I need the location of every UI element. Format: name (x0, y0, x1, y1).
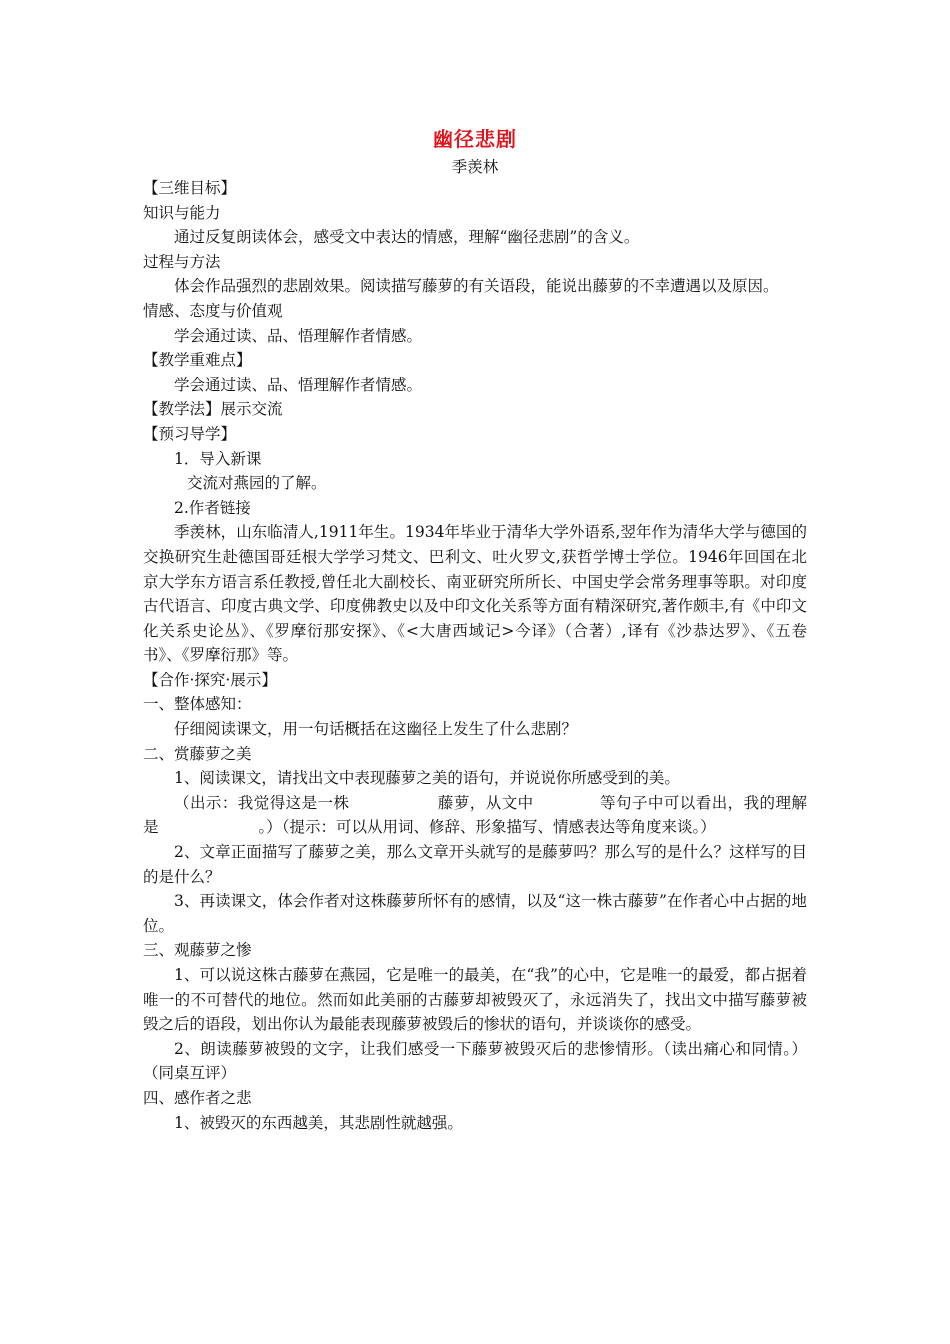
part-heading-3: 三、观藤萝之惨 (143, 941, 252, 960)
subheading-process: 过程与方法 (143, 252, 221, 271)
document-title: 幽径悲剧 (433, 127, 517, 151)
author-bio-paragraph: 季羡林，山东临清人,1911年生。1934年毕业于清华大学外语系,翌年作为清华大学与德国的交换研究生赴德国哥廷根大学学习梵文、巴利文、吐火罗文,获哲学博士学位。1946年回国在北京大学东方语言系任教授,曾任北大副校长、南亚研究所所长、中国史学会常务理事等职。对印度古代语言、印度古典文学、印度佛教史以及中印文化关系等方面有精深研究,著作颇丰,有《中印文化关系史论丛》、《罗摩衍那安探》、《<大唐西域记>今译》（合著）,译有《沙恭达罗》、《五卷书》、《罗摩衍那》等。 (143, 523, 807, 665)
list-item: 1．导入新课 (174, 449, 262, 468)
section-heading-cooperation: 【合作·探究·展示】 (143, 670, 277, 689)
prompt-text: 藤萝，从文中 (437, 793, 534, 812)
question: 2、朗读藤萝被毁的文字，让我们感受一下藤萝被毁灭后的悲惨情形。（读出痛心和同情。）（同桌互评） (143, 1039, 807, 1083)
paragraph: 体会作品强烈的悲剧效果。阅读描写藤萝的有关语段，能说出藤萝的不幸遭遇以及原因。 (174, 277, 779, 296)
paragraph: 学会通过读、品、悟理解作者情感。 (174, 375, 423, 394)
document-body (143, 176, 807, 1135)
question: 2、文章正面描写了藤萝之美，那么文章开头就写的是藤萝吗？那么写的是什么？这样写的目的是什么？ (143, 843, 807, 886)
part-heading-4: 四、感作者之悲 (143, 1088, 252, 1107)
subheading-emotion: 情感、态度与价值观 (143, 301, 283, 320)
section-heading-preview: 【预习导学】 (143, 424, 237, 443)
question: 1、可以说这株古藤萝在燕园，它是唯一的最美，在“我”的心中，它是唯一的最爱，都占据着唯一的不可替代的地位。然而如此美丽的古藤萝却被毁灭了，永远消失了，找出文中描写藤萝被毁之后的语段，划出你认为最能表现藤萝被毁后的惨状的语句，并谈谈你的感受。 (143, 966, 807, 1034)
question: 1、阅读课文，请找出文中表现藤萝之美的语句，并说说你所感受到的美。 (174, 769, 680, 788)
subheading-knowledge: 知识与能力 (143, 203, 221, 222)
fill-in-prompt (143, 791, 807, 840)
prompt-text: 等句子中可以看出，我的理解是 (143, 793, 807, 837)
document-author: 季羡林 (451, 158, 499, 176)
section-heading-goals: 【三维目标】 (143, 179, 237, 197)
part-heading-1: 一、整体感知： (143, 695, 252, 714)
paragraph: 学会通过读、品、悟理解作者情感。 (174, 326, 423, 345)
question: 1、被毁灭的东西越美，其悲剧性就越强。 (174, 1113, 463, 1132)
prompt-text: 。）（提示：可以从用词、修辞、形象描写、情感表达等角度来谈。） (258, 818, 716, 837)
question: 3、再读课文，体会作者对这株藤萝所怀有的感情，以及“这一株古藤萝”在作者心中占据的地位。 (143, 892, 807, 935)
part-heading-2: 二、赏藤萝之美 (143, 744, 252, 763)
paragraph: 通过反复朗读体会，感受文中表达的情感，理解“幽径悲剧”的含义。 (174, 228, 640, 247)
paragraph: 交流对燕园的了解。 (187, 474, 327, 493)
prompt-text: （出示：我觉得这是一株 (174, 793, 350, 812)
section-heading-method: 【教学法】展示交流 (143, 400, 283, 419)
list-item: 2.作者链接 (174, 498, 251, 517)
section-heading-key-points: 【教学重难点】 (143, 351, 252, 370)
question: 仔细阅读课文，用一句话概括在这幽径上发生了什么悲剧？ (174, 720, 578, 739)
